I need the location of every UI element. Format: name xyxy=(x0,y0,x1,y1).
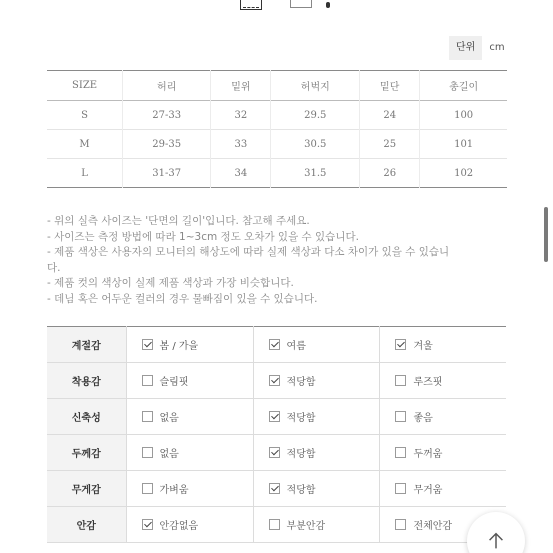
fit-option[interactable] xyxy=(395,409,506,424)
unit-toggle[interactable] xyxy=(449,36,512,60)
fit-row xyxy=(47,507,506,543)
fit-row xyxy=(47,435,506,471)
fit-option-cell xyxy=(380,471,506,507)
scrollbar-thumb[interactable] xyxy=(544,207,548,262)
fit-option[interactable] xyxy=(269,409,380,424)
table-cell: 26 xyxy=(360,159,420,188)
fit-row xyxy=(47,399,506,435)
fit-option-cell xyxy=(126,327,253,363)
unchecked-checkbox-icon[interactable] xyxy=(395,375,406,386)
header-cell: 밑단 xyxy=(360,71,420,101)
fit-row xyxy=(47,363,506,399)
fit-option-cell xyxy=(253,435,380,471)
table-cell: M xyxy=(79,138,90,150)
checked-checkbox-icon[interactable] xyxy=(269,447,280,458)
fit-option-label: 좋음 xyxy=(413,413,433,424)
header-cell: 허벅지 xyxy=(271,71,360,101)
fit-option-label: 무거움 xyxy=(413,485,443,496)
fit-option-cell xyxy=(126,363,253,399)
checked-checkbox-icon[interactable] xyxy=(142,339,153,350)
table-row xyxy=(47,159,507,188)
unchecked-checkbox-icon[interactable] xyxy=(142,447,153,458)
fit-row-label: 무게감 xyxy=(47,471,126,507)
unchecked-checkbox-icon[interactable] xyxy=(395,411,406,422)
size-table xyxy=(47,70,507,188)
fit-option[interactable] xyxy=(142,445,253,460)
fit-option[interactable] xyxy=(142,373,253,388)
fit-option[interactable] xyxy=(269,445,380,460)
fit-option[interactable] xyxy=(395,481,506,496)
table-cell: 25 xyxy=(360,130,420,159)
fit-option[interactable] xyxy=(142,517,253,532)
table-cell: 30.5 xyxy=(271,130,360,159)
note-line: - 제품 색상은 사용자의 모니터의 해상도에 따라 실제 색상과 다소 차이가 있을 수 있습니 xyxy=(47,246,450,258)
table-cell: 34 xyxy=(211,159,271,188)
fit-row-label: 안감 xyxy=(47,507,126,543)
table-cell: 100 xyxy=(420,101,507,130)
unchecked-checkbox-icon[interactable] xyxy=(269,519,280,530)
note-line: - 제품 컷의 색상이 실제 제품 색상과 가장 비슷합니다. xyxy=(47,277,294,289)
unchecked-checkbox-icon[interactable] xyxy=(142,483,153,494)
table-row xyxy=(47,101,507,130)
fit-option-cell xyxy=(253,507,380,543)
table-cell: 33 xyxy=(211,130,271,159)
checked-checkbox-icon[interactable] xyxy=(269,339,280,350)
arrow-up-icon xyxy=(485,530,507,552)
fit-option-label: 없음 xyxy=(159,413,179,424)
fit-option-label: 루즈핏 xyxy=(413,377,443,388)
fit-option[interactable] xyxy=(269,337,380,352)
unchecked-checkbox-icon[interactable] xyxy=(395,447,406,458)
fit-option[interactable] xyxy=(395,337,506,352)
fit-option[interactable] xyxy=(142,481,253,496)
unit-toggle-cm[interactable]: cm xyxy=(489,42,505,53)
table-cell: 31.5 xyxy=(271,159,360,188)
fit-option-cell xyxy=(380,363,506,399)
unchecked-checkbox-icon[interactable] xyxy=(395,483,406,494)
fit-option-cell xyxy=(126,471,253,507)
pants-outline-icon xyxy=(290,0,312,8)
fit-row xyxy=(47,327,506,363)
fit-option-label: 부분안감 xyxy=(286,521,326,532)
fit-option-cell xyxy=(126,399,253,435)
checked-checkbox-icon[interactable] xyxy=(395,339,406,350)
table-cell: 27-33 xyxy=(123,101,211,130)
fit-option-label: 적당함 xyxy=(286,377,316,388)
unchecked-checkbox-icon[interactable] xyxy=(142,375,153,386)
garment-icons xyxy=(236,0,336,16)
header-cell: SIZE xyxy=(72,80,98,91)
table-cell: L xyxy=(81,167,88,179)
note-line: - 데님 혹은 어두운 컬러의 경우 물빠짐이 있을 수 있습니다. xyxy=(47,292,318,305)
fit-option-label: 두꺼움 xyxy=(413,449,443,460)
fit-option-cell xyxy=(253,327,380,363)
note-line: 다. xyxy=(47,261,61,274)
unchecked-checkbox-icon[interactable] xyxy=(142,411,153,422)
table-cell: 101 xyxy=(420,130,507,159)
fit-option[interactable] xyxy=(142,409,253,424)
fit-option[interactable] xyxy=(269,517,380,532)
fit-option-label: 봄 / 가을 xyxy=(159,341,199,352)
fit-option-cell xyxy=(253,399,380,435)
unchecked-checkbox-icon[interactable] xyxy=(395,519,406,530)
table-cell: 24 xyxy=(360,101,420,130)
fit-option[interactable] xyxy=(395,373,506,388)
fit-option-cell xyxy=(126,435,253,471)
fit-option-label: 없음 xyxy=(159,449,179,460)
unit-toggle-active[interactable]: 단위 xyxy=(449,36,482,60)
fit-option-label: 가벼움 xyxy=(159,485,189,496)
fit-option-label: 안감없음 xyxy=(159,521,199,532)
table-cell: 29.5 xyxy=(271,101,360,130)
fit-row-label: 두께감 xyxy=(47,435,126,471)
fit-option[interactable] xyxy=(395,445,506,460)
dot-icon xyxy=(326,2,330,8)
fit-row xyxy=(47,471,506,507)
fit-option-cell xyxy=(253,363,380,399)
fit-row-label: 계절감 xyxy=(47,327,126,363)
size-notes xyxy=(47,214,507,307)
fit-option[interactable] xyxy=(269,373,380,388)
table-cell: S xyxy=(81,109,88,121)
header-cell: 허리 xyxy=(123,71,211,101)
checked-checkbox-icon[interactable] xyxy=(269,375,280,386)
header-cell: 총길이 xyxy=(420,71,507,101)
fit-option-label: 적당함 xyxy=(286,449,316,460)
fit-option[interactable] xyxy=(269,481,380,496)
fit-option-cell xyxy=(380,399,506,435)
fit-option-label: 적당함 xyxy=(286,413,316,424)
checked-checkbox-icon[interactable] xyxy=(269,483,280,494)
fit-option-label: 슬림핏 xyxy=(159,377,189,388)
size-table-header xyxy=(47,71,507,101)
fit-info-table xyxy=(47,326,506,543)
note-line: - 사이즈는 측정 방법에 따라 1~3cm 정도 오차가 있을 수 있습니다. xyxy=(47,230,359,243)
fit-option-cell xyxy=(380,327,506,363)
table-cell: 32 xyxy=(211,101,271,130)
header-cell: 밑위 xyxy=(211,71,271,101)
fit-option-cell xyxy=(253,471,380,507)
table-cell: 29-35 xyxy=(123,130,211,159)
table-cell: 102 xyxy=(420,159,507,188)
fit-option-label: 전체안감 xyxy=(413,521,453,532)
pants-outline-icon xyxy=(240,0,262,10)
fit-row-label: 착용감 xyxy=(47,363,126,399)
fit-option-label: 적당함 xyxy=(286,485,316,496)
checked-checkbox-icon[interactable] xyxy=(269,411,280,422)
fit-option-cell xyxy=(380,435,506,471)
fit-option[interactable] xyxy=(142,337,253,352)
table-row xyxy=(47,130,507,159)
table-cell: 31-37 xyxy=(123,159,211,188)
fit-row-label: 신축성 xyxy=(47,399,126,435)
note-line: - 위의 실측 사이즈는 '단면의 길이'입니다. 참고해 주세요. xyxy=(47,215,310,227)
fit-option-label: 여름 xyxy=(286,341,306,352)
fit-option-label: 겨울 xyxy=(413,341,433,352)
checked-checkbox-icon[interactable] xyxy=(142,519,153,530)
fit-option-cell xyxy=(126,507,253,543)
